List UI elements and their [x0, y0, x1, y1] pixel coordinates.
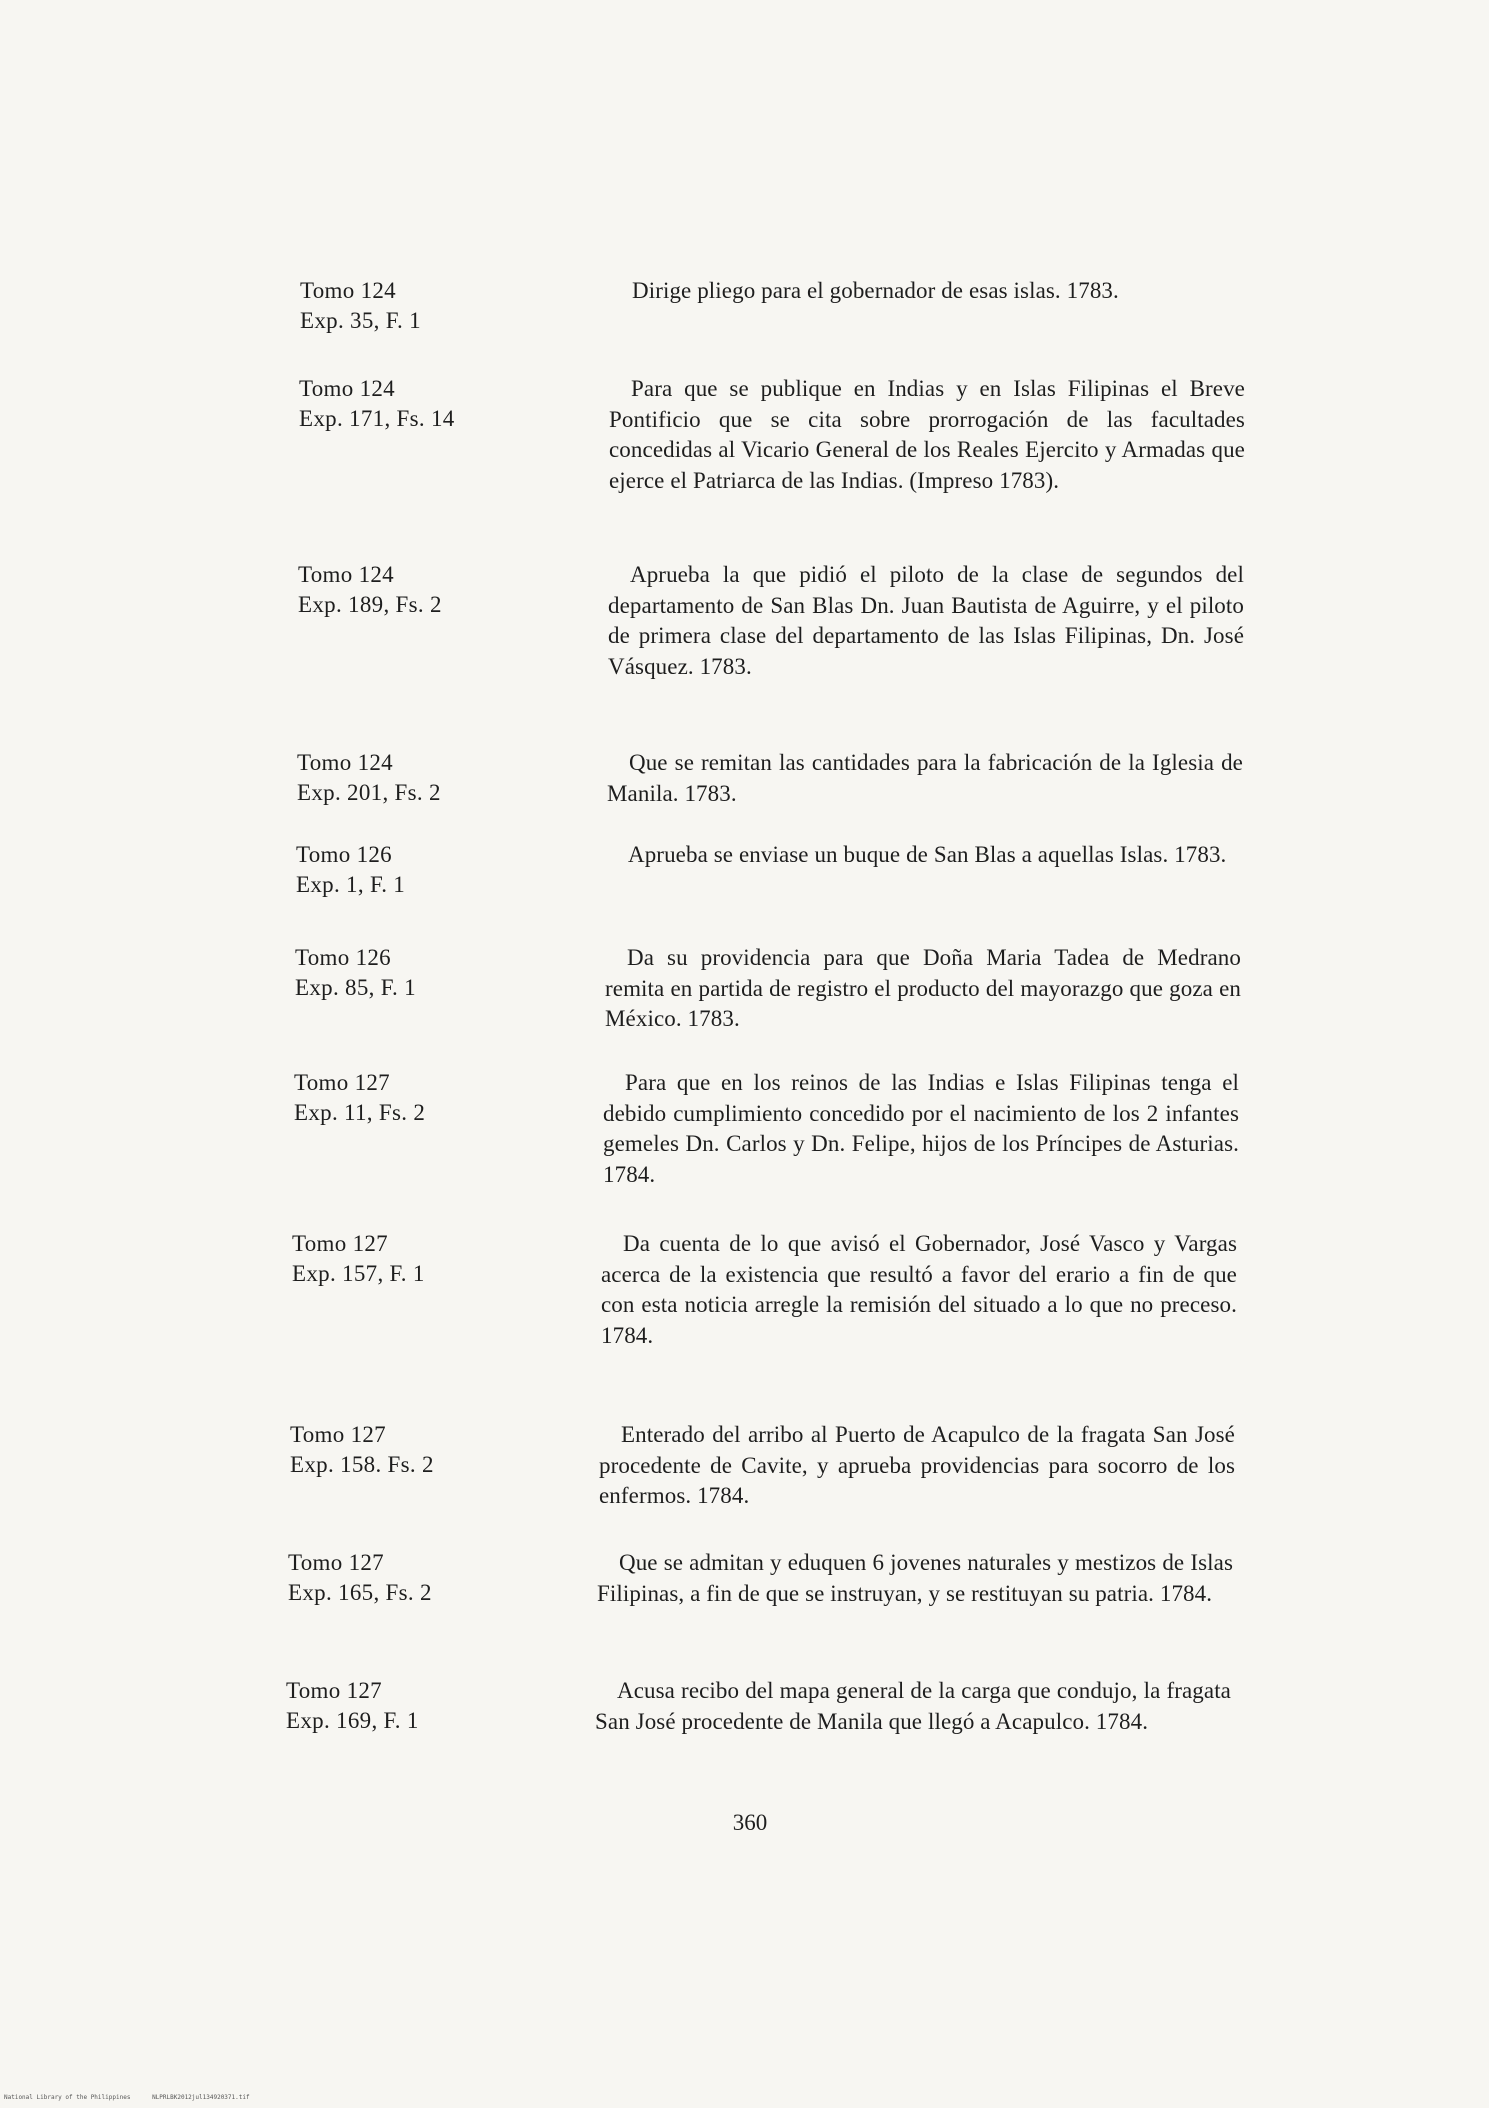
entry-description: Da su providencia para que Doña Maria Tadea de Medrano remita en partida de registro el producto del mayorazgo que goza en México. 1783.: [605, 945, 1241, 1031]
entry-description: Da cuenta de lo que avisó el Gobernador, José Vasco y Vargas acerca de la existencia que resultó a favor del erario a fin de que con esta noticia arregle la remisión del situado a lo que no preceso. 1784.: [601, 1231, 1237, 1348]
entry-description: Que se remitan las cantidades para la fabricación de la Iglesia de Manila. 1783.: [607, 750, 1243, 806]
exp-label: Exp. 158. Fs. 2: [290, 1452, 434, 1477]
entry-reference: [294, 1068, 544, 1128]
tomo-label: Tomo 124: [300, 278, 396, 303]
entry-reference: [297, 748, 547, 808]
entry-description: Enterado del arribo al Puerto de Acapulco de la fragata San José procedente de Cavite, y aprueba providencias para socorro de los enfermos. 1784.: [599, 1422, 1235, 1508]
exp-label: Exp. 1, F. 1: [296, 872, 406, 897]
entry-description: Dirige pliego para el gobernador de esas islas. 1783.: [632, 278, 1119, 303]
exp-label: Exp. 11, Fs. 2: [294, 1100, 426, 1125]
entry-reference: [295, 943, 545, 1003]
entry-description: Que se admitan y eduquen 6 jovenes naturales y mestizos de Islas Filipinas, a fin de que se instruyan, y se restituyan su patria. 1784.: [597, 1550, 1233, 1606]
tomo-label: Tomo 124: [299, 376, 395, 401]
exp-label: Exp. 165, Fs. 2: [288, 1580, 432, 1605]
exp-label: Exp. 157, F. 1: [292, 1261, 425, 1286]
entry-reference: [296, 840, 546, 900]
page-number: 360: [732, 1810, 768, 1835]
exp-label: Exp. 201, Fs. 2: [297, 780, 441, 805]
entry-reference: [288, 1548, 538, 1608]
exp-label: Exp. 189, Fs. 2: [298, 592, 442, 617]
tomo-label: Tomo 126: [295, 945, 391, 970]
tomo-label: Tomo 127: [286, 1678, 382, 1703]
entry-reference: [286, 1676, 536, 1736]
entry-description: Acusa recibo del mapa general de la carga que condujo, la fragata San José procedente de Manila que llegó a Acapulco. 1784.: [595, 1678, 1231, 1734]
entry-reference: [292, 1229, 542, 1289]
entry-reference: [299, 374, 549, 434]
exp-label: Exp. 169, F. 1: [286, 1708, 419, 1733]
tomo-label: Tomo 124: [297, 750, 393, 775]
tomo-label: Tomo 124: [298, 562, 394, 587]
tomo-label: Tomo 127: [290, 1422, 386, 1447]
entry-description: Para que se publique en Indias y en Islas Filipinas el Breve Pontificio que se cita sobre prorrogación de las facultades concedidas al Vicario General de los Reales Ejercito y Armadas que ejerce el Patriarca de las Indias. (Impreso 1783).: [609, 376, 1245, 493]
tomo-label: Tomo 127: [292, 1231, 388, 1256]
entry-description: Aprueba la que pidió el piloto de la clase de segundos del departamento de San Blas Dn. Juan Bautista de Aguirre, y el piloto de primera clase del departamento de las Islas Filipinas, Dn. José Vásquez. 1783.: [608, 562, 1244, 679]
entry-description: Aprueba se enviase un buque de San Blas a aquellas Islas. 1783.: [628, 842, 1227, 867]
entry-reference: [300, 276, 550, 336]
footer-library: National Library of the Philippines: [4, 2094, 131, 2101]
tomo-label: Tomo 126: [296, 842, 392, 867]
exp-label: Exp. 171, Fs. 14: [299, 406, 455, 431]
footer-file: NLPRLBK2012jul134920371.tif: [152, 2094, 250, 2101]
exp-label: Exp. 85, F. 1: [295, 975, 416, 1000]
entry-description: Para que en los reinos de las Indias e Islas Filipinas tenga el debido cumplimiento concedido por el nacimiento de los 2 infantes gemeles Dn. Carlos y Dn. Felipe, hijos de los Príncipes de Asturias. 1784.: [603, 1070, 1239, 1187]
entry-reference: [298, 560, 548, 620]
tomo-label: Tomo 127: [294, 1070, 390, 1095]
scan-footer: [4, 2094, 268, 2101]
entry-reference: [290, 1420, 540, 1480]
tomo-label: Tomo 127: [288, 1550, 384, 1575]
exp-label: Exp. 35, F. 1: [300, 308, 421, 333]
